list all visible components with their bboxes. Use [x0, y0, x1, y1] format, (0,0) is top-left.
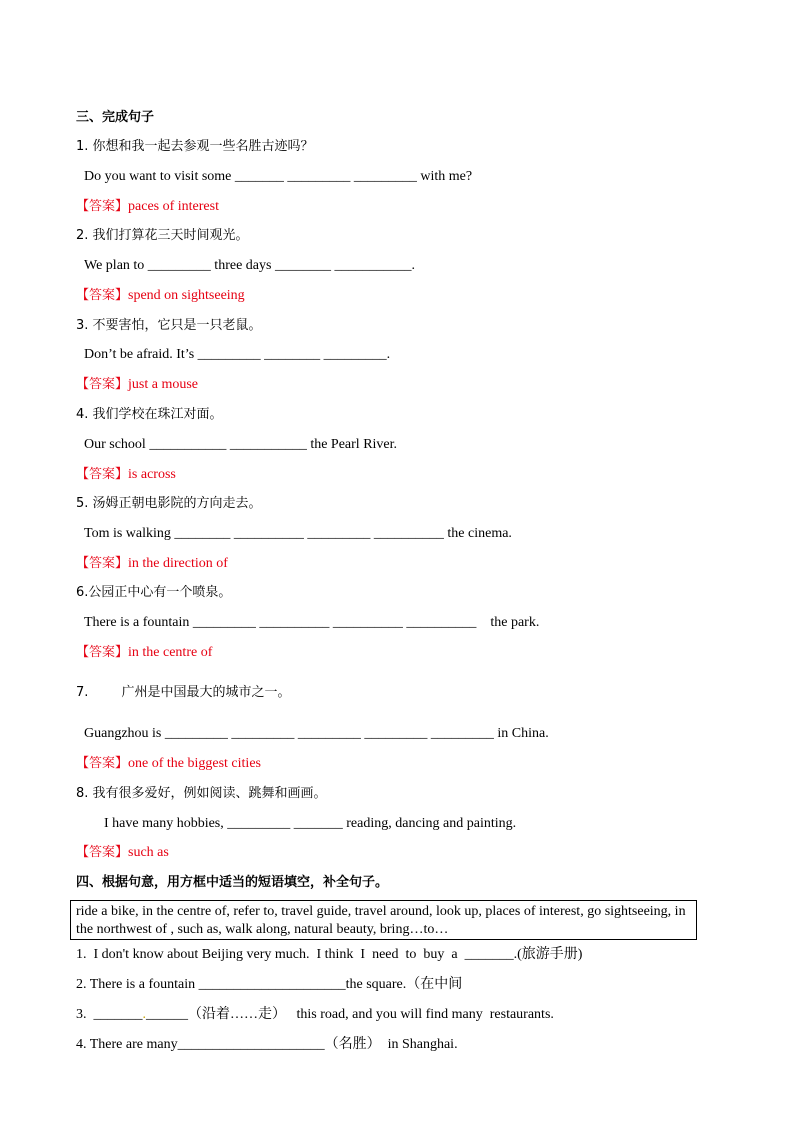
question-6-sentence: There is a fountain _________ __________ __________ __________ the park. [84, 615, 540, 630]
answer-4-text: is across [128, 467, 176, 482]
section-4-question-3 [76, 1006, 554, 1024]
section-4-question-4: 4. There are many_____________________（名胜） in Shanghai. [76, 1037, 458, 1052]
question-8-chinese: 8. 我有很多爱好，例如阅读、跳舞和画画。 [76, 786, 327, 801]
section-4-question-2: 2. There is a fountain _____________________the square.（在中间 [76, 977, 463, 992]
answer-3 [76, 376, 198, 394]
section-4-title: 四、根据句意，用方框中适当的短语填空，补全句子。 [76, 875, 389, 890]
section-3-title: 三、完成句子 [76, 110, 155, 125]
answer-2-text: spend on sightseeing [128, 288, 245, 303]
answer-1 [76, 198, 219, 216]
question-4-chinese: 4. 我们学校在珠江对面。 [76, 407, 223, 422]
answer-tag: 【答案】 [76, 377, 129, 392]
question-2-sentence: We plan to _________ three days ________ ___________. [84, 258, 415, 273]
question-7-chinese: 7. 广州是中国最大的城市之一。 [76, 685, 291, 700]
answer-tag: 【答案】 [76, 845, 129, 860]
answer-tag: 【答案】 [76, 288, 129, 303]
answer-tag: 【答案】 [76, 756, 129, 771]
question-5-chinese: 5. 汤姆正朝电影院的方向走去。 [76, 496, 262, 511]
answer-3-text: just a mouse [128, 377, 199, 392]
answer-tag: 【答案】 [76, 556, 129, 571]
answer-8 [76, 844, 169, 862]
phrase-box-line-2: the northwest of , such as, walk along, natural beauty, bring…to… [76, 922, 449, 937]
answer-tag: 【答案】 [76, 467, 129, 482]
answer-2 [76, 287, 245, 305]
answer-6-text: in the centre of [128, 645, 213, 660]
answer-tag: 【答案】 [76, 199, 129, 214]
answer-8-text: such as [128, 845, 169, 860]
question-3-suffix: ______（沿着……走） this road, and you will find many restaurants. [146, 1007, 554, 1022]
question-1-sentence: Do you want to visit some _______ _________ _________ with me? [84, 169, 473, 184]
question-3-prefix: 3. _______ [76, 1007, 143, 1022]
question-3-chinese: 3. 不要害怕，它只是一只老鼠。 [76, 318, 262, 333]
answer-6 [76, 644, 212, 662]
section-4-question-1: 1. I don't know about Beijing very much. I think I need to buy a _______.(旅游手册) [76, 947, 583, 962]
answer-4 [76, 466, 176, 484]
answer-1-text: paces of interest [128, 199, 219, 214]
question-7-sentence: Guangzhou is _________ _________ _________ _________ _________ in China. [84, 726, 549, 741]
question-5-sentence: Tom is walking ________ __________ _________ __________ the cinema. [84, 526, 512, 541]
answer-7 [76, 755, 261, 773]
phrase-box [70, 900, 697, 940]
answer-5 [76, 555, 228, 573]
answer-5-text: in the direction of [128, 556, 228, 571]
answer-7-text: one of the biggest cities [128, 756, 261, 771]
phrase-box-line-1: ride a bike, in the centre of, refer to, travel guide, travel around, look up, places of interest, go sightseeing, in [76, 904, 686, 919]
question-1-chinese: 1. 你想和我一起去参观一些名胜古迹吗？ [76, 139, 314, 154]
question-2-chinese: 2. 我们打算花三天时间观光。 [76, 228, 249, 243]
question-6-chinese: 6.公园正中心有一个喷泉。 [76, 585, 232, 600]
answer-tag: 【答案】 [76, 645, 129, 660]
question-4-sentence: Our school ___________ ___________ the Pearl River. [84, 437, 398, 452]
question-3-mark: . [142, 1007, 146, 1022]
question-8-sentence: I have many hobbies, _________ _______ reading, dancing and painting. [104, 816, 517, 831]
question-3-sentence: Don’t be afraid. It’s _________ ________ _________. [84, 347, 391, 362]
